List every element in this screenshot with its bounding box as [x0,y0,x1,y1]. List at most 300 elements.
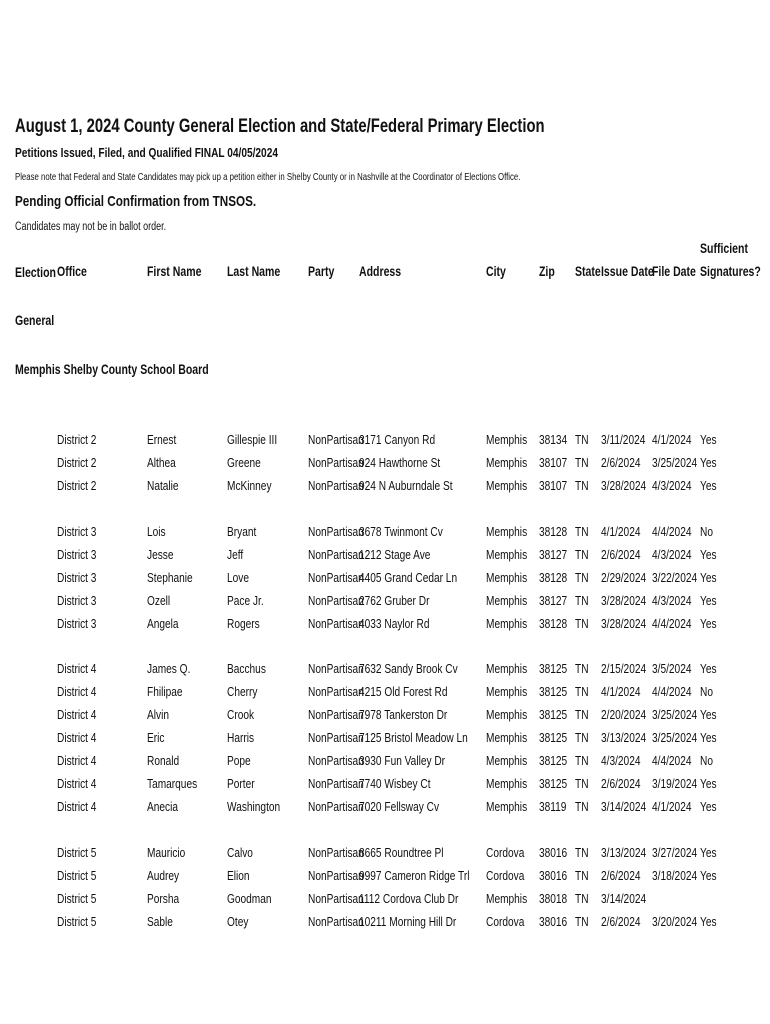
party-cell-text: NonPartisan [308,891,364,906]
address-cell-text: 924 Hawthorne St [359,455,441,470]
table-row [0,891,770,911]
sufficient-cell [700,707,721,722]
file-date-cell-text: 3/25/2024 [652,455,698,470]
office-cell [57,753,108,768]
last-name-cell [227,593,274,608]
table-row [0,776,770,796]
address-cell [359,707,472,722]
last-name-cell [227,432,291,447]
office-cell-text: District 5 [57,891,97,906]
issue-date-cell-text: 4/3/2024 [601,753,641,768]
last-name-cell [227,914,254,929]
office-cell [57,524,108,539]
address-cell [359,432,457,447]
last-name-cell [227,570,255,585]
sufficient-cell [700,570,721,585]
address-cell [359,661,485,676]
city-cell-text: Memphis [486,730,528,745]
office-cell [57,891,108,906]
first-name-cell-text: James Q. [147,661,191,676]
first-name-cell-text: Ronald [147,753,180,768]
sufficient-cell-text: Yes [700,707,717,722]
city-cell-text: Memphis [486,891,528,906]
state-cell-text: TN [575,730,589,745]
city-cell [486,891,539,906]
city-cell-text: Memphis [486,455,528,470]
city-cell [486,478,539,493]
city-cell [486,799,539,814]
sufficient-cell [700,432,721,447]
office-cell-text: District 5 [57,868,97,883]
pending-text: Pending Official Confirmation from TNSOS. [15,193,257,210]
issue-date-cell [601,547,652,562]
zip-cell-text: 38125 [539,730,568,745]
first-name-cell-text: Eric [147,730,165,745]
address-cell-text: 7740 Wisbey Ct [359,776,431,791]
sufficient-cell [700,616,721,631]
issue-date-cell [601,455,652,470]
state-cell-text: TN [575,868,589,883]
issue-date-cell [601,684,652,699]
sufficient-cell-text: Yes [700,776,717,791]
first-name-cell [147,616,187,631]
page-title [15,116,694,138]
sufficient-cell-text: Yes [700,799,717,814]
last-name-cell-text: Jeff [227,547,244,562]
last-name-cell-text: Gillespie III [227,432,278,447]
party-cell-text: NonPartisan [308,547,364,562]
header-election-text: Election [15,265,56,280]
issue-date-cell [601,593,659,608]
table-row [0,845,770,865]
header-zip-text: Zip [539,264,555,279]
first-name-cell-text: Ernest [147,432,177,447]
state-cell [575,845,592,860]
city-cell-text: Memphis [486,776,528,791]
sufficient-cell-text: Yes [700,616,717,631]
first-name-cell-text: Lois [147,524,166,539]
sufficient-cell-text: Yes [700,432,717,447]
last-name-cell [227,684,266,699]
state-cell-text: TN [575,753,589,768]
zip-cell [539,845,575,860]
pending-confirmation [15,193,324,210]
last-name-cell [227,616,269,631]
issue-date-cell-text: 2/6/2024 [601,776,641,791]
issue-date-cell [601,914,652,929]
issue-date-cell-text: 3/13/2024 [601,730,647,745]
office-cell [57,661,108,676]
zip-cell [539,570,575,585]
state-cell-text: TN [575,478,589,493]
state-cell [575,707,592,722]
address-cell-text: 3678 Twinmont Cv [359,524,443,539]
state-cell-text: TN [575,845,589,860]
office-cell [57,593,108,608]
first-name-cell-text: Althea [147,455,176,470]
file-date-cell-text: 3/18/2024 [652,868,698,883]
city-cell [486,776,539,791]
zip-cell [539,455,575,470]
address-cell [359,478,479,493]
address-cell [359,684,472,699]
header-office [57,264,95,279]
issue-date-cell-text: 2/6/2024 [601,914,641,929]
header-sufficient [700,241,762,256]
issue-date-cell-text: 3/28/2024 [601,478,647,493]
first-name-cell-text: Sable [147,914,173,929]
issue-date-cell [601,753,652,768]
sufficient-cell [700,684,717,699]
file-date-cell-text: 4/1/2024 [652,799,692,814]
office-cell-text: District 3 [57,570,97,585]
file-date-cell-text: 4/1/2024 [652,432,692,447]
office-cell-text: District 5 [57,845,97,860]
section-heading-text: General [15,313,55,328]
city-cell [486,914,535,929]
table-row [0,547,770,567]
state-cell-text: TN [575,455,589,470]
zip-cell [539,661,575,676]
office-cell [57,478,108,493]
state-cell-text: TN [575,914,589,929]
sufficient-cell [700,547,721,562]
party-cell-text: NonPartisan [308,478,364,493]
state-cell [575,776,592,791]
file-date-cell-text: 3/25/2024 [652,730,698,745]
issue-date-cell [601,776,652,791]
first-name-cell [147,661,203,676]
office-cell-text: District 4 [57,707,97,722]
file-date-cell-text: 3/22/2024 [652,570,698,585]
state-cell-text: TN [575,661,589,676]
issue-date-cell-text: 4/1/2024 [601,684,641,699]
sufficient-cell-text: Yes [700,547,717,562]
table-row [0,432,770,452]
sufficient-cell-text: Yes [700,730,717,745]
sufficient-cell [700,914,721,929]
first-name-cell [147,684,193,699]
address-cell-text: 7978 Tankerston Dr [359,707,448,722]
file-date-cell [652,593,703,608]
zip-cell [539,684,575,699]
city-cell-text: Cordova [486,845,525,860]
sufficient-cell-text: Yes [700,455,717,470]
state-cell [575,593,592,608]
table-row [0,593,770,613]
file-date-cell-text: 3/27/2024 [652,845,698,860]
file-date-cell-text: 4/4/2024 [652,684,692,699]
city-cell [486,661,539,676]
file-date-cell-text: 4/4/2024 [652,753,692,768]
office-cell [57,776,108,791]
header-last-name [227,264,295,279]
first-name-cell-text: Anecia [147,799,179,814]
zip-cell-text: 38128 [539,616,568,631]
party-cell-text: NonPartisan [308,684,364,699]
sufficient-cell [700,799,721,814]
file-date-cell [652,524,703,539]
city-cell-text: Memphis [486,547,528,562]
state-cell [575,799,592,814]
city-cell [486,845,535,860]
table-row [0,455,770,475]
petition-note [15,172,663,183]
office-cell-text: District 4 [57,684,97,699]
first-name-cell-text: Jesse [147,547,174,562]
city-cell-text: Memphis [486,524,528,539]
last-name-cell [227,707,262,722]
last-name-cell [227,891,284,906]
office-cell [57,455,108,470]
zip-cell-text: 38128 [539,570,568,585]
first-name-cell-text: Tamarques [147,776,198,791]
first-name-cell [147,891,188,906]
zip-cell [539,593,575,608]
issue-date-cell-text: 3/28/2024 [601,616,647,631]
issue-date-cell [601,570,659,585]
issue-date-cell-text: 3/11/2024 [601,432,646,447]
table-row [0,684,770,704]
subtitle-text: Petitions Issued, Filed, and Qualified FINAL 04/05/2024 [15,145,278,160]
zip-cell-text: 38016 [539,845,568,860]
issue-date-cell-text: 3/14/2024 [601,891,647,906]
file-date-cell-text: 4/3/2024 [652,593,692,608]
office-cell-text: District 4 [57,753,97,768]
office-cell-text: District 4 [57,730,97,745]
title-text: August 1, 2024 County General Election and State/Federal Primary Election [15,116,545,137]
sufficient-cell-text: No [700,524,713,539]
zip-cell-text: 38134 [539,432,568,447]
office-cell [57,799,108,814]
party-cell-text: NonPartisan [308,661,364,676]
table-row [0,478,770,498]
sufficient-cell-text: Yes [700,478,717,493]
sufficient-cell-text: Yes [700,570,717,585]
address-cell [359,455,463,470]
last-name-cell-text: Elion [227,868,250,883]
zip-cell-text: 38119 [539,799,567,814]
city-cell [486,730,539,745]
zip-cell [539,707,575,722]
first-name-cell-text: Stephanie [147,570,193,585]
sufficient-cell-text: No [700,684,713,699]
state-cell-text: TN [575,707,589,722]
office-cell-text: District 3 [57,616,97,631]
state-cell-text: TN [575,524,589,539]
city-cell [486,547,539,562]
state-cell-text: TN [575,432,589,447]
header-last-name-text: Last Name [227,264,281,279]
sufficient-cell-text: No [700,753,713,768]
state-cell [575,524,592,539]
state-cell-text: TN [575,684,589,699]
address-cell [359,524,466,539]
address-cell-text: 10211 Morning Hill Dr [359,914,457,929]
zip-cell-text: 38125 [539,684,568,699]
state-cell [575,570,592,585]
first-name-cell [147,799,187,814]
zip-cell [539,776,575,791]
party-cell-text: NonPartisan [308,593,364,608]
issue-date-cell [601,730,659,745]
first-name-cell [147,547,181,562]
note-text: Please note that Federal and State Candidates may pick up a petition either in Shelby County or in Nashville at the Coordinator of Elections Office. [15,172,521,183]
address-cell-text: 2762 Gruber Dr [359,593,430,608]
office-cell-text: District 4 [57,776,97,791]
address-cell [359,776,451,791]
state-cell [575,868,592,883]
zip-cell [539,616,575,631]
last-name-cell [227,868,256,883]
file-date-cell-text: 3/20/2024 [652,914,698,929]
state-cell-text: TN [575,891,589,906]
last-name-cell-text: Rogers [227,616,260,631]
header-party [308,264,342,279]
office-cell-text: District 4 [57,799,97,814]
party-cell-text: NonPartisan [308,570,364,585]
last-name-cell-text: Harris [227,730,255,745]
party-cell-text: NonPartisan [308,432,364,447]
sufficient-cell [700,524,717,539]
sufficient-cell [700,730,721,745]
zip-cell [539,914,575,929]
office-cell [57,730,108,745]
header-state-text: State [575,264,601,279]
party-cell-text: NonPartisan [308,753,364,768]
address-cell [359,570,485,585]
city-cell-text: Memphis [486,478,528,493]
file-date-cell [652,616,703,631]
state-cell [575,914,592,929]
header-signatures [700,264,770,279]
file-date-cell-text: 4/4/2024 [652,524,692,539]
last-name-cell [227,753,257,768]
party-cell-text: NonPartisan [308,868,364,883]
city-cell-text: Memphis [486,753,528,768]
state-cell [575,661,592,676]
first-name-cell [147,845,196,860]
first-name-cell-text: Ozell [147,593,171,608]
zip-cell-text: 38125 [539,707,568,722]
first-name-cell [147,914,180,929]
sufficient-cell-text: Yes [700,593,717,608]
zip-cell [539,891,575,906]
zip-cell-text: 38127 [539,547,568,562]
office-cell-text: District 3 [57,524,97,539]
issue-date-cell-text: 3/14/2024 [601,799,647,814]
page-subtitle [15,145,352,160]
last-name-cell-text: Crook [227,707,255,722]
party-cell-text: NonPartisan [308,616,364,631]
table-row [0,753,770,773]
file-date-cell-text: 4/3/2024 [652,478,692,493]
issue-date-cell-text: 2/29/2024 [601,570,647,585]
sufficient-cell [700,593,721,608]
zip-cell [539,524,575,539]
last-name-cell [227,776,262,791]
state-cell [575,616,592,631]
address-cell [359,845,467,860]
last-name-cell [227,661,277,676]
sufficient-cell [700,753,717,768]
state-cell-text: TN [575,776,589,791]
sufficient-cell [700,455,721,470]
zip-cell [539,868,575,883]
zip-cell-text: 38125 [539,776,568,791]
last-name-cell-text: Porter [227,776,255,791]
sufficient-cell-text: Yes [700,868,717,883]
issue-date-cell [601,707,659,722]
office-cell [57,570,108,585]
last-name-cell [227,845,260,860]
office-cell [57,432,108,447]
last-name-cell-text: Love [227,570,249,585]
office-group-text: Memphis Shelby County School Board [15,362,209,377]
address-cell [359,914,484,929]
party-cell-text: NonPartisan [308,799,364,814]
city-cell-text: Memphis [486,432,528,447]
last-name-cell [227,799,295,814]
office-cell-text: District 2 [57,432,97,447]
table-row [0,868,770,888]
file-date-cell [652,478,703,493]
issue-date-cell [601,524,652,539]
zip-cell [539,799,574,814]
table-row [0,616,770,636]
file-date-cell [652,753,703,768]
city-cell [486,707,539,722]
party-cell-text: NonPartisan [308,845,364,860]
header-issue-date-text: Issue Date [601,264,654,279]
state-cell [575,730,592,745]
state-cell [575,455,592,470]
first-name-cell [147,868,188,883]
city-cell [486,455,539,470]
last-name-cell [227,478,284,493]
issue-date-cell-text: 2/6/2024 [601,868,641,883]
address-cell [359,730,498,745]
party-cell-text: NonPartisan [308,914,364,929]
state-cell [575,547,592,562]
city-cell-text: Memphis [486,707,528,722]
last-name-cell-text: Washington [227,799,281,814]
office-cell-text: District 3 [57,593,97,608]
issue-date-cell-text: 2/6/2024 [601,455,641,470]
city-cell [486,570,539,585]
file-date-cell [652,661,703,676]
address-cell-text: 3930 Fun Valley Dr [359,753,446,768]
issue-date-cell-text: 2/15/2024 [601,661,647,676]
table-row [0,524,770,544]
file-date-cell-text: 4/3/2024 [652,547,692,562]
first-name-cell [147,478,187,493]
address-cell-text: 9997 Cameron Ridge Trl [359,868,470,883]
first-name-cell-text: Mauricio [147,845,186,860]
state-cell [575,684,592,699]
office-cell [57,616,108,631]
header-address [359,264,413,279]
state-cell-text: TN [575,570,589,585]
issue-date-cell [601,891,659,906]
last-name-cell [227,455,270,470]
office-cell [57,707,108,722]
table-row [0,661,770,681]
zip-cell-text: 38016 [539,868,568,883]
party-cell-text: NonPartisan [308,707,364,722]
city-cell [486,868,535,883]
issue-date-cell [601,799,659,814]
